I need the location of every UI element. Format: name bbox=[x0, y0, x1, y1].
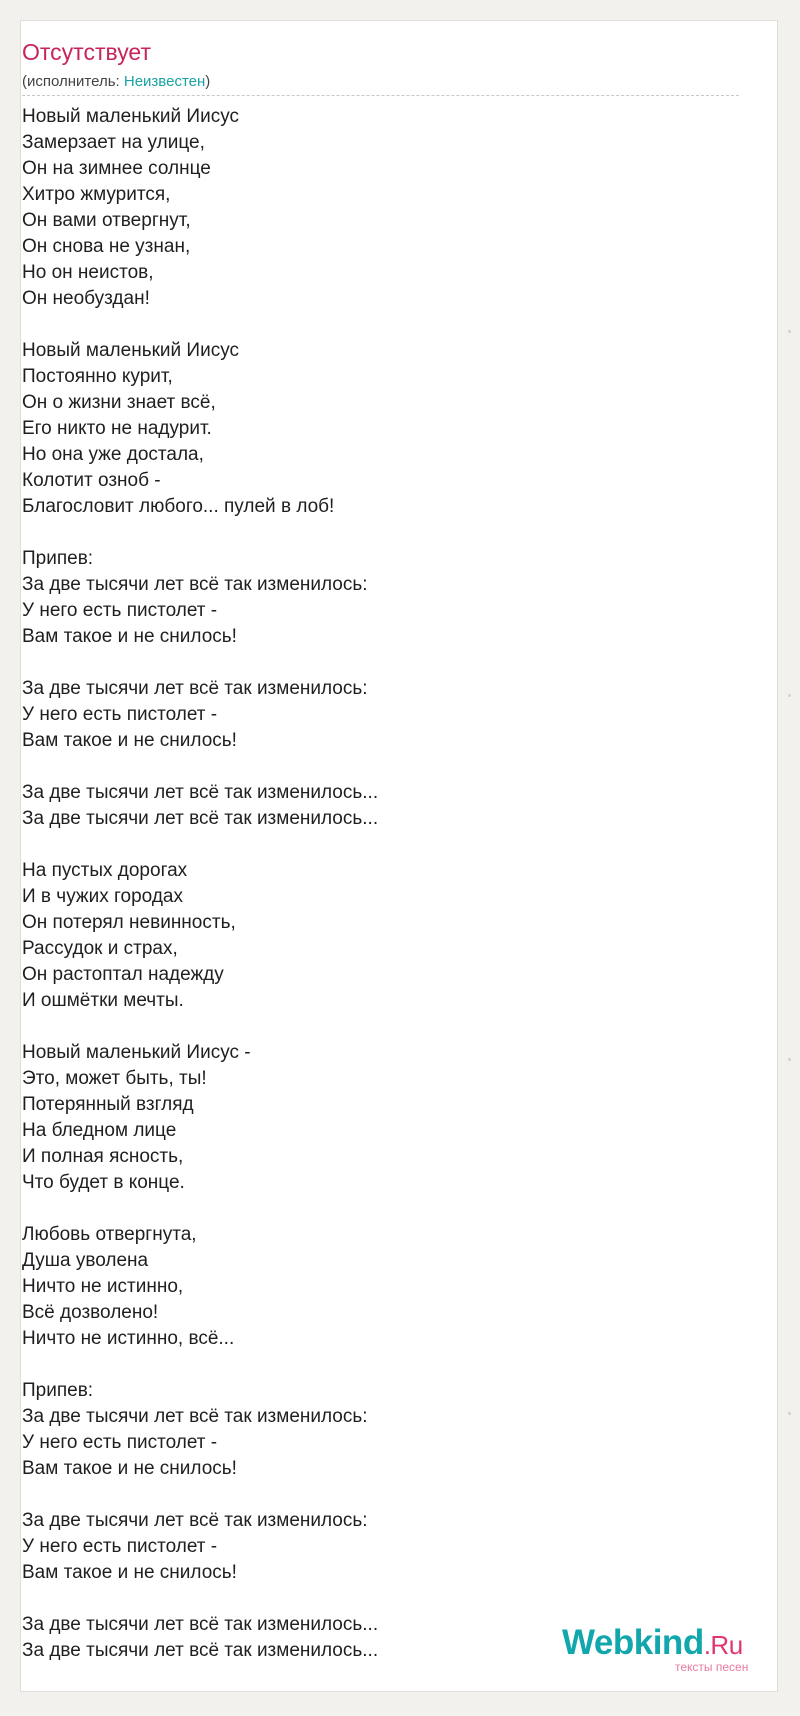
stanza-gap bbox=[22, 754, 722, 780]
stanza-gap bbox=[22, 1196, 722, 1222]
logo-tagline: тексты песен bbox=[675, 1660, 749, 1674]
logo-tld: .Ru bbox=[703, 1630, 743, 1660]
performer-line bbox=[22, 72, 210, 92]
lyric-line: Ничто не истинно, всё... bbox=[22, 1328, 235, 1349]
stanza-gap bbox=[22, 650, 722, 676]
lyric-line: Он потерял невинность, bbox=[22, 912, 236, 933]
lyric-line: Он о жизни знает всё, bbox=[22, 392, 216, 413]
lyric-line: Всё дозволено! bbox=[22, 1302, 159, 1323]
webkind-logo[interactable] bbox=[562, 1624, 762, 1684]
lyric-line: Благословит любого... пулей в лоб! bbox=[22, 496, 335, 517]
edge-decoration bbox=[788, 1412, 791, 1415]
performer-label: (исполнитель: bbox=[22, 73, 124, 90]
lyric-line: Колотит озноб - bbox=[22, 470, 161, 491]
lyric-line: Он необуздан! bbox=[22, 288, 150, 309]
lyric-line: Постоянно курит, bbox=[22, 366, 173, 387]
lyric-line: Он растоптал надежду bbox=[22, 964, 224, 985]
lyric-line: За две тысячи лет всё так изменилось... bbox=[22, 1614, 379, 1635]
lyric-line: И полная ясность, bbox=[22, 1146, 184, 1167]
logo-word: Webkind bbox=[562, 1623, 704, 1662]
edge-decoration bbox=[788, 330, 791, 333]
lyric-line: Он вами отвергнут, bbox=[22, 210, 191, 231]
lyric-line: Хитро жмурится, bbox=[22, 184, 171, 205]
stanza-gap bbox=[22, 832, 722, 858]
lyric-line: Рассудок и страх, bbox=[22, 938, 178, 959]
lyric-line: Потерянный взгляд bbox=[22, 1094, 194, 1115]
stanza-gap bbox=[22, 1586, 722, 1612]
performer-link[interactable]: Неизвестен bbox=[123, 73, 206, 90]
song-header bbox=[22, 22, 739, 96]
lyric-line: Это, может быть, ты! bbox=[22, 1068, 207, 1089]
lyric-line: За две тысячи лет всё так изменилось: bbox=[22, 1406, 368, 1427]
lyric-line: Новый маленький Иисус - bbox=[22, 1042, 251, 1063]
stanza-gap bbox=[22, 520, 722, 546]
lyric-line: Новый маленький Иисус bbox=[22, 106, 239, 127]
stanza-gap bbox=[22, 1482, 722, 1508]
edge-decoration bbox=[788, 694, 791, 697]
lyric-line: Но он неистов, bbox=[22, 262, 154, 283]
lyrics-body bbox=[22, 104, 722, 1664]
lyric-line: За две тысячи лет всё так изменилось: bbox=[22, 1510, 368, 1531]
lyric-line: Он снова не узнан, bbox=[22, 236, 191, 257]
stanza-gap bbox=[22, 312, 722, 338]
lyric-line: У него есть пистолет - bbox=[22, 600, 218, 621]
lyric-line: Любовь отвергнута, bbox=[22, 1224, 197, 1245]
lyric-line: У него есть пистолет - bbox=[22, 704, 218, 725]
lyric-line: Припев: bbox=[22, 1380, 94, 1401]
lyric-line: Вам такое и не снилось! bbox=[22, 1458, 237, 1479]
lyric-line: У него есть пистолет - bbox=[22, 1432, 218, 1453]
lyric-line: За две тысячи лет всё так изменилось... bbox=[22, 1640, 379, 1661]
lyric-line: За две тысячи лет всё так изменилось: bbox=[22, 574, 368, 595]
lyric-line: Ничто не истинно, bbox=[22, 1276, 184, 1297]
lyric-line: Вам такое и не снилось! bbox=[22, 730, 237, 751]
lyric-line: Замерзает на улице, bbox=[22, 132, 205, 153]
lyric-line: Он на зимнее солнце bbox=[22, 158, 211, 179]
lyric-line: У него есть пистолет - bbox=[22, 1536, 218, 1557]
lyric-line: Новый маленький Иисус bbox=[22, 340, 239, 361]
lyric-line: Вам такое и не снилось! bbox=[22, 1562, 237, 1583]
lyric-line: Припев: bbox=[22, 548, 94, 569]
performer-close: ) bbox=[205, 73, 211, 90]
lyric-line: И в чужих городах bbox=[22, 886, 183, 907]
stanza-gap bbox=[22, 1352, 722, 1378]
lyric-line: За две тысячи лет всё так изменилось: bbox=[22, 678, 368, 699]
lyric-line: За две тысячи лет всё так изменилось... bbox=[22, 808, 379, 829]
lyric-line: Вам такое и не снилось! bbox=[22, 626, 237, 647]
edge-decoration bbox=[788, 1058, 791, 1061]
lyric-line: На пустых дорогах bbox=[22, 860, 188, 881]
stanza-gap bbox=[22, 1014, 722, 1040]
lyric-line: На бледном лице bbox=[22, 1120, 177, 1141]
lyric-line: Его никто не надурит. bbox=[22, 418, 212, 439]
lyric-line: Но она уже достала, bbox=[22, 444, 204, 465]
lyric-line: И ошмётки мечты. bbox=[22, 990, 184, 1011]
logo-wordmark bbox=[562, 1624, 743, 1664]
lyric-line: Душа уволена bbox=[22, 1250, 149, 1271]
song-title: Отсутствует bbox=[22, 39, 151, 65]
lyric-line: Что будет в конце. bbox=[22, 1172, 185, 1193]
lyric-line: За две тысячи лет всё так изменилось... bbox=[22, 782, 379, 803]
